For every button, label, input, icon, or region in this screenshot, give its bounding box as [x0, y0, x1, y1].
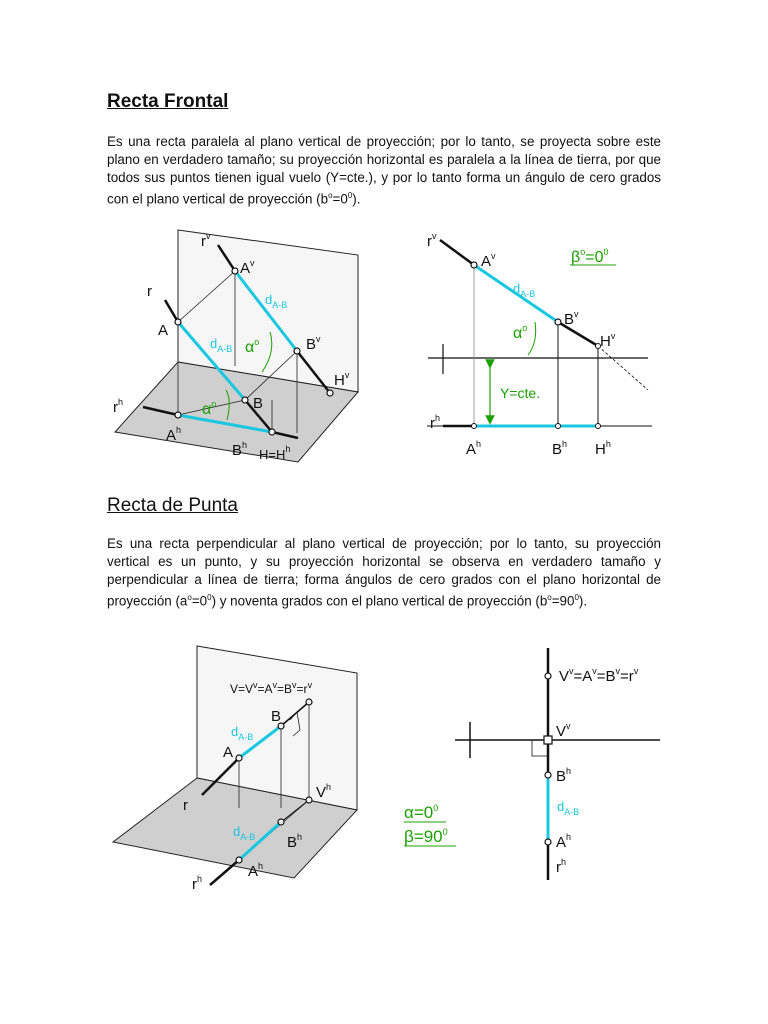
svg-text:A: A	[223, 744, 234, 761]
svg-text:Y=cte.: Y=cte.	[500, 385, 541, 401]
label-r: r	[147, 283, 152, 300]
svg-text:Hv: $H^v$	[334, 370, 350, 389]
figure-punta-3d	[113, 646, 357, 893]
svg-text:Ah: $A^h$	[466, 439, 482, 458]
svg-text:Hv: $H^v$	[600, 331, 616, 350]
svg-text:rh: $r^h$	[192, 874, 203, 893]
svg-text:α=00: $\alpha=0^0$	[404, 803, 439, 822]
svg-text:Hh: $H^h$	[595, 439, 611, 458]
paragraph-frontal: Es una recta paralela al plano vertical de proyección; por lo tanto, se proyecta sobre este plano en verdadero tamaño; su proyección horizontal es paralela a la línea de tierra, por que todos sus puntos tienen igual vuelo (Y=cte.), y por lo tanto forma un ángulo de cero grados con el plano vertical de proyección $(b^o=0^0)$.	[107, 134, 661, 207]
svg-text:rh: $r^h$	[556, 857, 567, 876]
svg-text:Ah: $A^h$	[166, 425, 182, 444]
svg-text:dA-B: $d_{A-B}$	[265, 292, 288, 310]
section-title-punta: Recta de Punta	[107, 495, 238, 516]
svg-text:Av: $A^v$	[240, 258, 255, 277]
svg-text:Bh: $B^h$	[556, 766, 572, 785]
svg-text:Bv: $B^v$	[306, 334, 321, 353]
svg-text:Bh: $B^h$	[552, 439, 568, 458]
svg-text:H=Hh: $H=H^h$	[259, 444, 291, 462]
svg-text:dA-B: $d_{A-B}$	[557, 799, 580, 817]
svg-text:V=Vv=Av=Bv=rv: $V=V^v=A^v=B^v=r^v$	[230, 680, 313, 696]
svg-text:αo: $\alpha^o$	[513, 323, 528, 342]
svg-text:rv: $r^v$	[427, 231, 437, 250]
svg-text:Bh: $B^h$	[287, 832, 303, 851]
svg-text:αo: $\alpha^o$	[245, 337, 260, 356]
svg-text:Bh: $B^h$	[232, 440, 248, 459]
svg-text:rh: $r^h$	[430, 413, 441, 432]
svg-text:Ah: $A^h$	[556, 832, 572, 851]
svg-text:Ah: $A^h$	[248, 861, 264, 880]
svg-text:βo=00: $\beta^o=0^0$	[571, 247, 609, 266]
svg-text:rh: $r^h$	[113, 397, 124, 416]
svg-text:B: B	[271, 708, 282, 725]
svg-text:rv: $r^v$	[201, 231, 211, 250]
svg-text:r: r	[183, 797, 188, 814]
svg-text:Bv: $B^v$	[564, 309, 579, 328]
svg-text:B: B	[253, 395, 264, 412]
section-title-frontal: Recta Frontal	[107, 91, 229, 112]
svg-text:Vh: $V^h$	[316, 782, 332, 801]
figure-punta-2d	[404, 648, 660, 880]
svg-text:A: A	[158, 322, 169, 339]
svg-text:β=900: $\beta=90^0$	[404, 827, 448, 846]
figure-frontal-3d	[113, 230, 358, 462]
paragraph-punta: Es una recta perpendicular al plano vertical de proyección; por lo tanto, su proyección vertical es un punto, y su proyección horizontal se observa en verdadero tamaño y perpendicular a línea de tierra; forma ángulos de cero grados con el plano horizontal de proyección $(a^o=0^0)$ y noventa grados con el plano vertical de proyección $(b^o=90^0)$.	[107, 536, 661, 609]
svg-text:Vv=Av=Bv=rv: $V^v=A^v=B^v=r^v$	[559, 666, 639, 685]
svg-text:Av: $A^v$	[481, 251, 496, 270]
svg-text:dA-B: $d_{A-B}$	[233, 824, 256, 842]
svg-text:Vv: $V^v$	[556, 721, 571, 740]
svg-text:dA-B: $d_{A-B}$	[231, 724, 254, 742]
svg-text:αo: $\alpha^o$	[202, 399, 217, 418]
figure-frontal-2d	[427, 231, 652, 458]
svg-text:dA-B: $d_{A-B}$	[513, 281, 536, 299]
svg-text:dA-B: $d_{A-B}$	[210, 336, 233, 354]
